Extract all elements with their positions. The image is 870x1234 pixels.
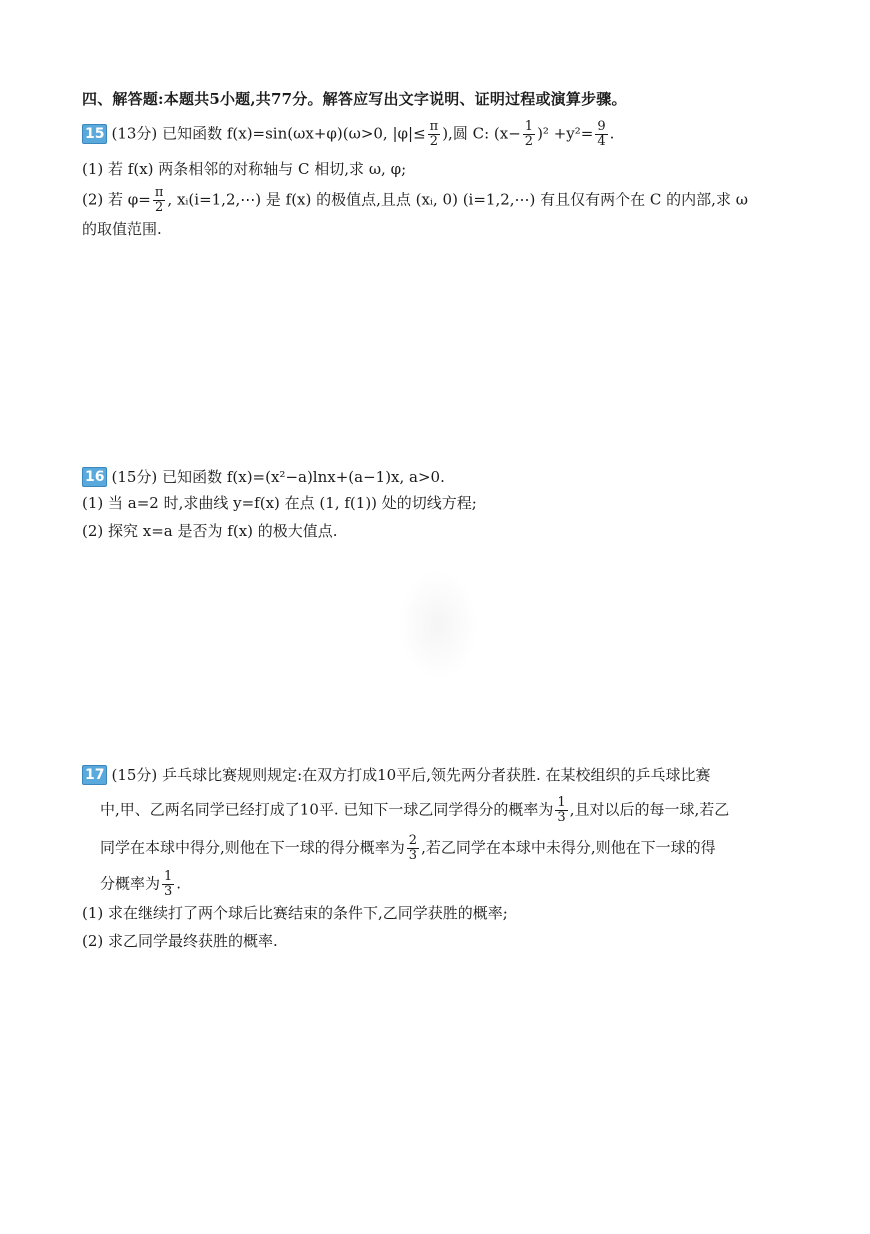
q17-fraction-2-3: $\frac{2}{3}$ (408, 833, 418, 863)
q16-stem (82, 466, 445, 488)
q17-line4: 分概率为 $\frac{1}{3}$ . (100, 869, 182, 899)
q15-stem-text-c: )² +y²= (537, 124, 594, 143)
q15-fraction-1-2: $\frac{1}{2}$ (524, 119, 534, 149)
q17-line3: 同学在本球中得分,则他在下一球的得分概率为 $\frac{2}{3}$ ,若乙同学在本球中未得分,则他在下一球的得 (100, 833, 716, 863)
q17-part2: (2) 求乙同学最终获胜的概率. (82, 932, 278, 950)
scan-smudge (398, 570, 478, 680)
q16-score: (15分) (111, 468, 158, 486)
q15-number-badge: 15 (82, 124, 107, 144)
q17-fraction-1-3-a: $\frac{1}{3}$ (557, 795, 566, 825)
q16-part1: (1) 当 a=2 时,求曲线 y=f(x) 在点 (1, f(1)) 处的切线方程; (82, 494, 477, 512)
q17-fraction-1-3-b: $\frac{1}{3}$ (164, 869, 173, 899)
q16-number-badge: 16 (82, 467, 107, 487)
q15-part1: (1) 若 f(x) 两条相邻的对称轴与 C 相切,求 ω, φ; (82, 160, 407, 178)
q15-stem-text-a: 已知函数 f(x)=sin(ωx+φ)(ω>0, |φ|≤ (162, 124, 426, 143)
q15-part2-cont: 的取值范围. (82, 220, 162, 238)
q16-stem-text: 已知函数 f(x)=(x²−a)lnx+(a−1)x, a>0. (162, 468, 445, 486)
q15-fraction-pi-2: $\frac{\pi}{2}$ (429, 119, 439, 149)
q15-part2-fraction: $\frac{\pi}{2}$ (154, 185, 164, 215)
q15-score: (13分) (111, 124, 158, 143)
q17-part1: (1) 求在继续打了两个球后比赛结束的条件下,乙同学获胜的概率; (82, 904, 508, 922)
q15-stem-text-b: ),圆 C: (x− (442, 124, 521, 143)
q15-stem: 15 (13分) 已知函数 f(x)=sin(ωx+φ)(ω>0, |φ|≤ $\frac{\pi}{2}$ ),圆 C: (x− $\frac{1}{2}$ )² +y²= $\frac{9}{4}$ . (82, 120, 614, 149)
q17-line1 (82, 764, 711, 786)
q17-line2: 中,甲、乙两名同学已经打成了10平. 已知下一球乙同学得分的概率为 $\frac{1}{3}$ ,且对以后的每一球,若乙 (100, 795, 730, 825)
q15-part2: (2) 若 φ= $\frac{\pi}{2}$ , xᵢ(i=1,2,⋯) 是 f(x) 的极值点,且点 (xᵢ, 0) (i=1,2,⋯) 有且仅有两个在 C 的内部,求 ω (82, 185, 748, 215)
q15-fraction-9-4: $\frac{9}{4}$ (597, 119, 606, 149)
q16-part2: (2) 探究 x=a 是否为 f(x) 的极大值点. (82, 522, 338, 540)
q17-score: (15分) (111, 766, 158, 784)
section-heading: 四、解答题:本题共5小题,共77分。解答应写出文字说明、证明过程或演算步骤。 (82, 90, 627, 108)
q17-number-badge: 17 (82, 765, 107, 785)
q17-line1-text: 乒乓球比赛规则规定:在双方打成10平后,领先两分者获胜. 在某校组织的乒乓球比赛 (162, 766, 711, 784)
